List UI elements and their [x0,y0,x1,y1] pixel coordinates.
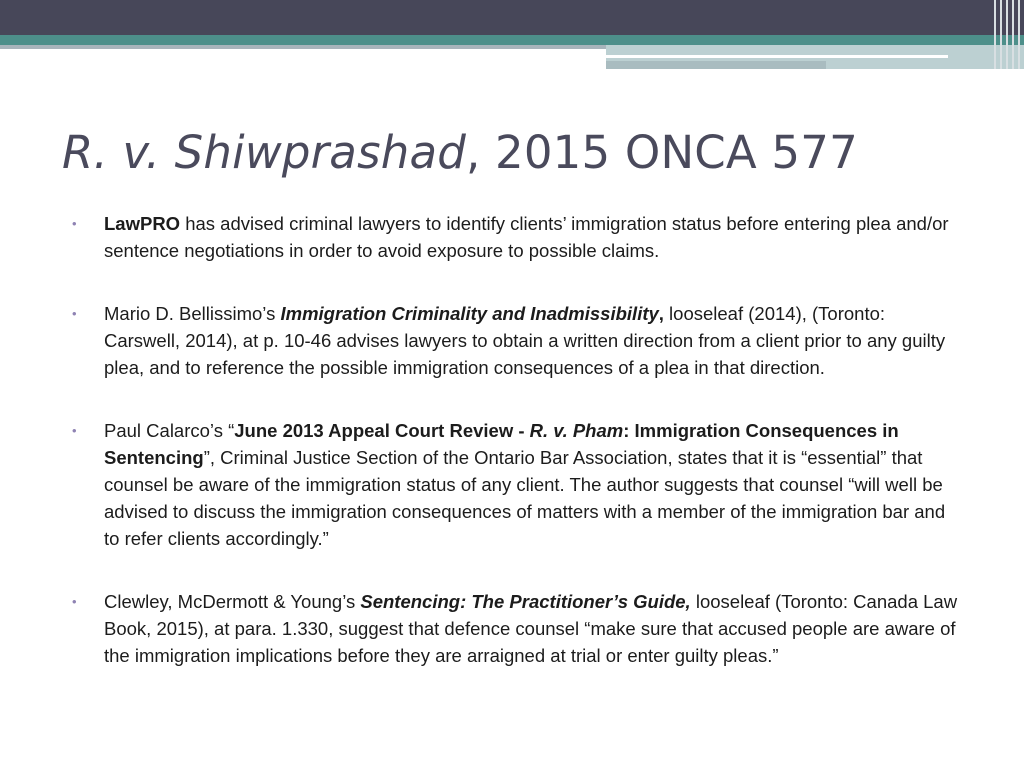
bullet-bold-text: , [658,303,664,324]
header-band-line [606,55,948,58]
header-stripes [992,0,1024,69]
header-band-teal [0,35,1024,45]
slide-title [62,122,858,184]
bullet-item [0,300,959,381]
header-band-dark [0,0,1024,35]
bullet-bold-text: June 2013 Appeal Court Review - [234,420,530,441]
bullet-marker: • [72,423,77,438]
bullet-text: has advised criminal lawyers to identify clients’ immigration status before entering plea and/or sentence negotiations in order to avoid exposure to possible claims. [104,213,949,261]
title-citation: , 2015 ONCA 577 [465,126,858,179]
bullet-text: looseleaf (2014), (Toronto: Carswell, 2014), at p. 10-46 advises lawyers to obtain a written direction from a client prior to any guilty plea, and to reference the possible immigration consequences of a plea in that direction. [104,303,946,378]
header-band-accent [606,61,826,69]
bullet-book-title: Sentencing: The Practitioner’s Guide, [360,591,691,612]
bullet-text: Mario D. Bellissimo’s [104,303,281,324]
bullet-marker: • [72,594,77,609]
header-band-gray [0,45,606,49]
bullet-text: ”, Criminal Justice Section of the Ontario Bar Association, states that it is “essential” that counsel be aware of the immigration status of any client. The author suggests that counsel “will well be advised to discuss the immigration consequences of matters with a member of the immigration bar and to refer clients accordingly.” [104,447,946,549]
bullet-bold-text: LawPRO [104,213,181,234]
title-case-name: R. v. Shiwprashad [62,126,466,179]
bullet-case-name: R. v. Pham [529,420,624,441]
bullet-item [0,588,959,669]
bullet-text: Paul Calarco’s “ [104,420,235,441]
bullet-item [0,210,959,264]
bullet-bold-text: : Immigration Consequences in Sentencing [104,420,899,468]
bullet-item [0,417,959,552]
bullet-text: Clewley, McDermott & Young’s [104,591,361,612]
bullet-list [0,210,1024,669]
bullet-marker: • [72,306,77,321]
bullet-book-title: Immigration Criminality and Inadmissibility [280,303,659,324]
bullet-text: looseleaf (Toronto: Canada Law Book, 2015), at para. 1.330, suggest that defence counsel “make sure that accused people are aware of the immigration implications before they are arraigned at trial or enter guilty pleas.” [104,591,958,666]
bullet-marker: • [72,216,77,231]
